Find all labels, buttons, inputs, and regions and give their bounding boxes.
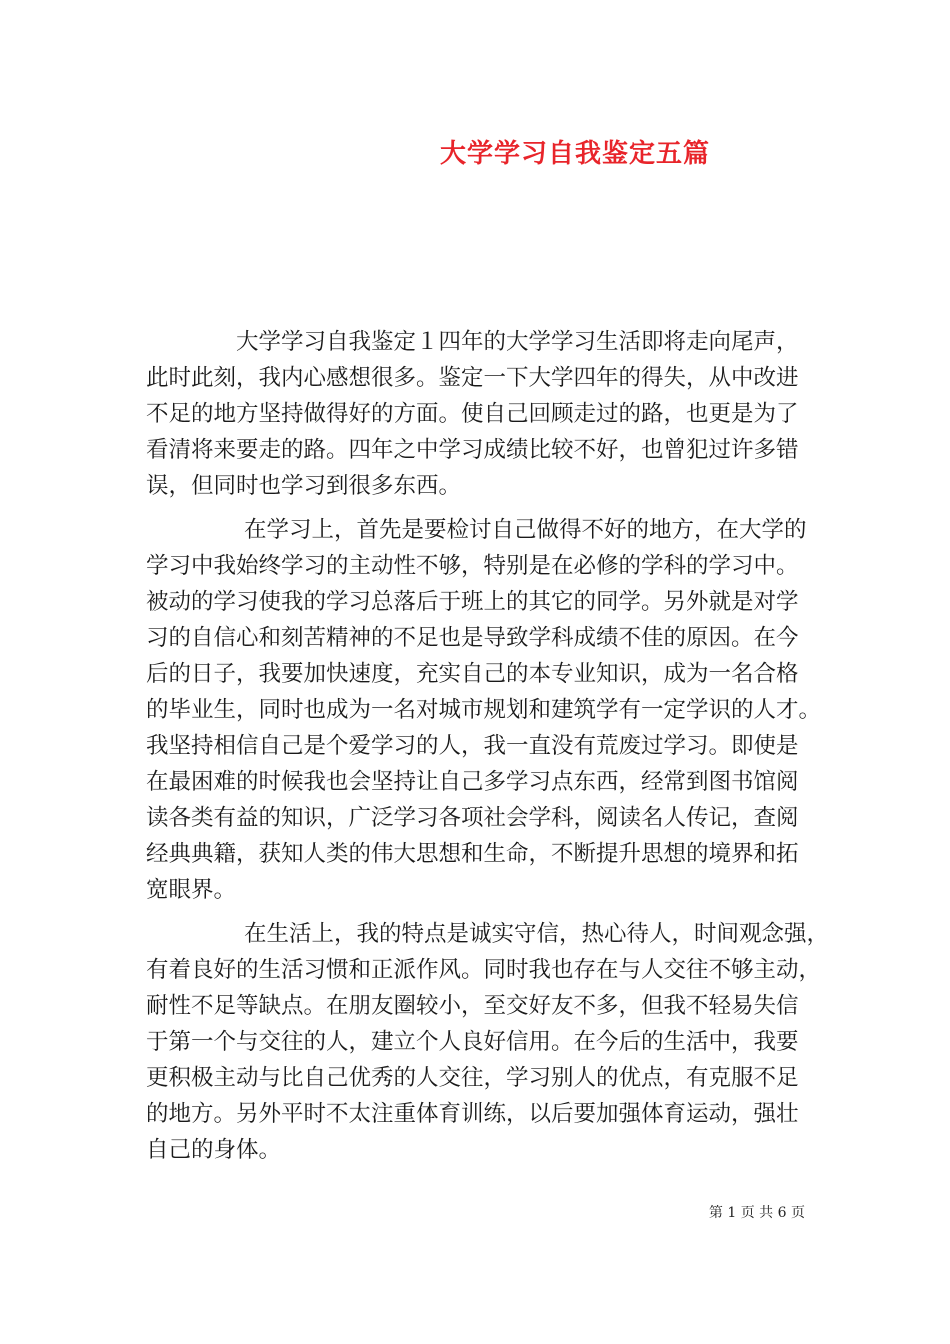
page-number-footer: 第 1 页 共 6 页 (708, 1205, 805, 1221)
paragraph-2 (146, 512, 822, 908)
text-line: 我坚持相信自己是个爱学习的人，我一直没有荒废过学习。即使是 (146, 733, 799, 759)
text-line: 有着良好的生活习惯和正派作风。同时我也存在与人交往不够主动， (146, 957, 822, 983)
document-body (146, 324, 830, 1168)
text-line: 宽眼界。 (146, 877, 237, 903)
text-line: 后的日子，我要加快速度，充实自己的本专业知识，成为一名合格 (146, 661, 799, 687)
text-line: 于第一个与交往的人，建立个人良好信用。在今后的生活中，我要 (146, 1029, 799, 1055)
text-line: 习的自信心和刻苦精神的不足也是导致学科成绩不佳的原因。在今 (146, 625, 799, 651)
text-line: 误，但同时也学习到很多东西。 (146, 473, 462, 499)
text-line: 在生活上，我的特点是诚实守信，热心待人，时间观念强， (244, 921, 830, 947)
document-title-text: 大学学习自我鉴定五篇 (439, 139, 710, 169)
document-title (0, 133, 950, 170)
text-line: 更积极主动与比自己优秀的人交往，学习别人的优点，有克服不足 (146, 1065, 799, 1091)
paragraph-3 (146, 916, 830, 1168)
text-line: 自己的身体。 (146, 1137, 282, 1163)
text-line: 经典典籍，获知人类的伟大思想和生命，不断提升思想的境界和拓 (146, 841, 799, 867)
text-line: 的地方。另外平时不太注重体育训练，以后要加强体育运动，强壮 (146, 1101, 799, 1127)
text-line: 耐性不足等缺点。在朋友圈较小，至交好友不多，但我不轻易失信 (146, 993, 799, 1019)
text-line: 读各类有益的知识，广泛学习各项社会学科，阅读名人传记，查阅 (146, 805, 799, 831)
text-line: 不足的地方坚持做得好的方面。使自己回顾走过的路，也更是为了 (146, 401, 799, 427)
text-line: 此时此刻，我内心感想很多。鉴定一下大学四年的得失，从中改进 (146, 365, 799, 391)
text-line: 看清将来要走的路。四年之中学习成绩比较不好，也曾犯过许多错 (146, 437, 799, 463)
paragraph-1 (146, 324, 806, 504)
text-line: 大学学习自我鉴定１四年的大学学习生活即将走向尾声， (236, 329, 799, 355)
text-line: 在最困难的时候我也会坚持让自己多学习点东西，经常到图书馆阅 (146, 769, 799, 795)
text-line: 学习中我始终学习的主动性不够，特别是在必修的学科的学习中。 (146, 553, 799, 579)
text-line: 在学习上，首先是要检讨自己做得不好的地方，在大学的 (244, 517, 807, 543)
text-line: 的毕业生，同时也成为一名对城市规划和建筑学有一定学识的人才。 (146, 697, 822, 723)
text-line: 被动的学习使我的学习总落后于班上的其它的同学。另外就是对学 (146, 589, 799, 615)
